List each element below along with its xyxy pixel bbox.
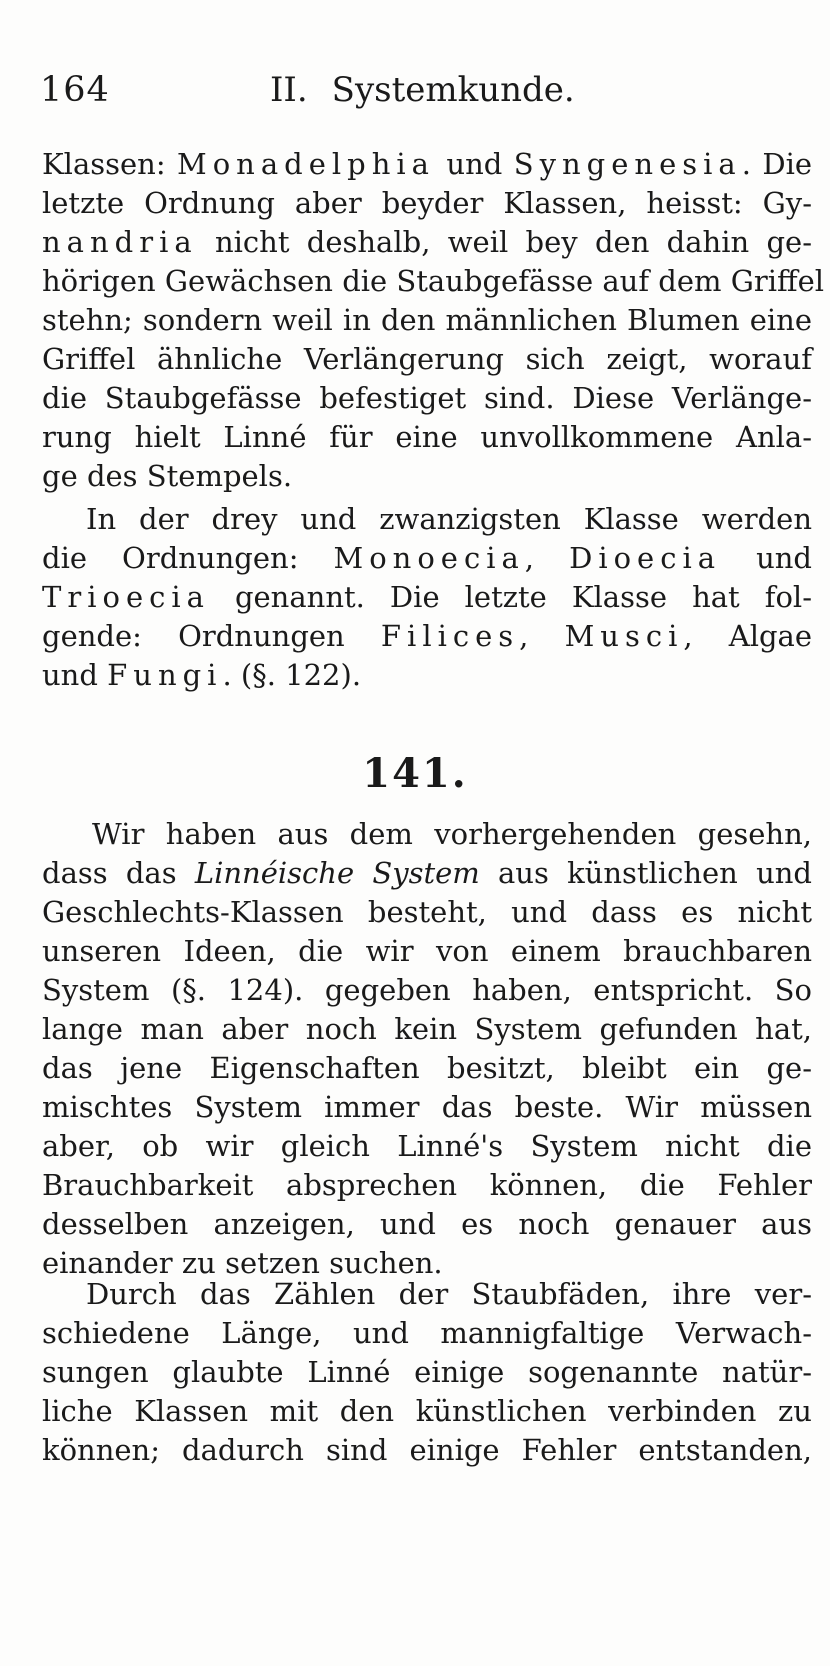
text-span: genannt. Die letzte Klasse hat fol- (209, 580, 812, 614)
text-line: stehn; sondern weil in den männlichen Blumen eine (42, 303, 812, 337)
text-span: die Ordnungen: (42, 541, 334, 575)
text-span: und (721, 541, 812, 575)
text-line: hörigen Gewächsen die Staubgefässe auf dem Griffel (42, 264, 825, 298)
text-span: . Die (741, 147, 813, 181)
text-span: , (524, 541, 570, 575)
text-line: rung hielt Linné für eine unvollkommene Anla- (42, 420, 812, 454)
text-line: einander zu setzen suchen. (42, 1246, 443, 1280)
page-number: 164 (40, 70, 110, 110)
text-span: nicht deshalb, weil bey den dahin ge- (197, 225, 812, 259)
text-line: Geschlechts-Klassen besteht, und dass es nicht (42, 895, 812, 929)
text-span: und (42, 658, 108, 692)
text-line: schiedene Länge, und mannigfaltige Verwach- (42, 1316, 812, 1350)
paragraph-4 (42, 1275, 812, 1470)
text-line (42, 617, 812, 656)
emphasis-span: Filices (380, 619, 520, 653)
text-line (42, 145, 812, 184)
text-line (42, 854, 812, 893)
text-line: sungen glaubte Linné einige sogenannte natür- (42, 1355, 812, 1389)
text-line: mischtes System immer das beste. Wir müssen (42, 1090, 812, 1124)
paragraph-1 (42, 145, 825, 496)
text-line: aber, ob wir gleich Linné's System nicht die (42, 1129, 812, 1163)
text-span: . (§. 122). (222, 658, 362, 692)
text-span: aus künstlichen und (479, 856, 812, 890)
text-line: letzte Ordnung aber beyder Klassen, heisst: Gy- (42, 186, 812, 220)
text-line: das jene Eigenschaften besitzt, bleibt ein ge- (42, 1051, 812, 1085)
text-line: desselben anzeigen, und es noch genauer aus (42, 1207, 812, 1241)
section-number: 141. (362, 750, 468, 797)
text-line (42, 539, 812, 578)
emphasis-span: Fungi (107, 658, 223, 692)
text-line: Wir haben aus dem vorhergehenden gesehn, (92, 817, 812, 851)
text-line: unseren Ideen, die wir von einem brauchbaren (42, 934, 812, 968)
emphasis-span: Musci (564, 619, 684, 653)
text-span: , Algae (683, 619, 813, 653)
emphasis-span: Monoecia (333, 541, 525, 575)
emphasis-span: Syngenesia (513, 147, 742, 181)
text-span: Klassen: (42, 147, 178, 181)
text-line: Durch das Zählen der Staubfäden, ihre ver- (86, 1277, 812, 1311)
italic-span: Linnéische System (194, 856, 480, 890)
text-span: dass das (42, 856, 195, 890)
text-line (42, 578, 812, 617)
page-header (40, 70, 820, 120)
text-line: In der drey und zwanzigsten Klasse werden (86, 502, 812, 536)
text-span: , (519, 619, 565, 653)
emphasis-span: Trioecia (42, 580, 210, 614)
running-title (270, 70, 575, 110)
emphasis-span: Monadelphia (177, 147, 435, 181)
text-line: die Staubgefässe befestiget sind. Diese Verlänge- (42, 381, 812, 415)
text-line: ge des Stempels. (42, 459, 293, 493)
text-line: lange man aber noch kein System gefunden hat, (42, 1012, 812, 1046)
text-line: können; dadurch sind einige Fehler entstanden, (42, 1433, 812, 1467)
paragraph-2 (42, 500, 812, 695)
text-line (42, 223, 812, 262)
text-line: liche Klassen mit den künstlichen verbinden zu (42, 1394, 812, 1428)
paragraph-3 (42, 815, 812, 1283)
text-line: System (§. 124). gegeben haben, entspricht. So (42, 973, 812, 1007)
emphasis-span: Dioecia (569, 541, 722, 575)
text-line: Griffel ähnliche Verlängerung sich zeigt, worauf (42, 342, 812, 376)
emphasis-span: nandria (42, 225, 198, 259)
text-line (42, 656, 812, 695)
text-span: gende: Ordnungen (42, 619, 381, 653)
chapter-number: II. (270, 70, 308, 110)
text-span: und (434, 147, 514, 181)
chapter-title: Systemkunde. (331, 70, 575, 110)
text-line: Brauchbarkeit absprechen können, die Fehler (42, 1168, 812, 1202)
